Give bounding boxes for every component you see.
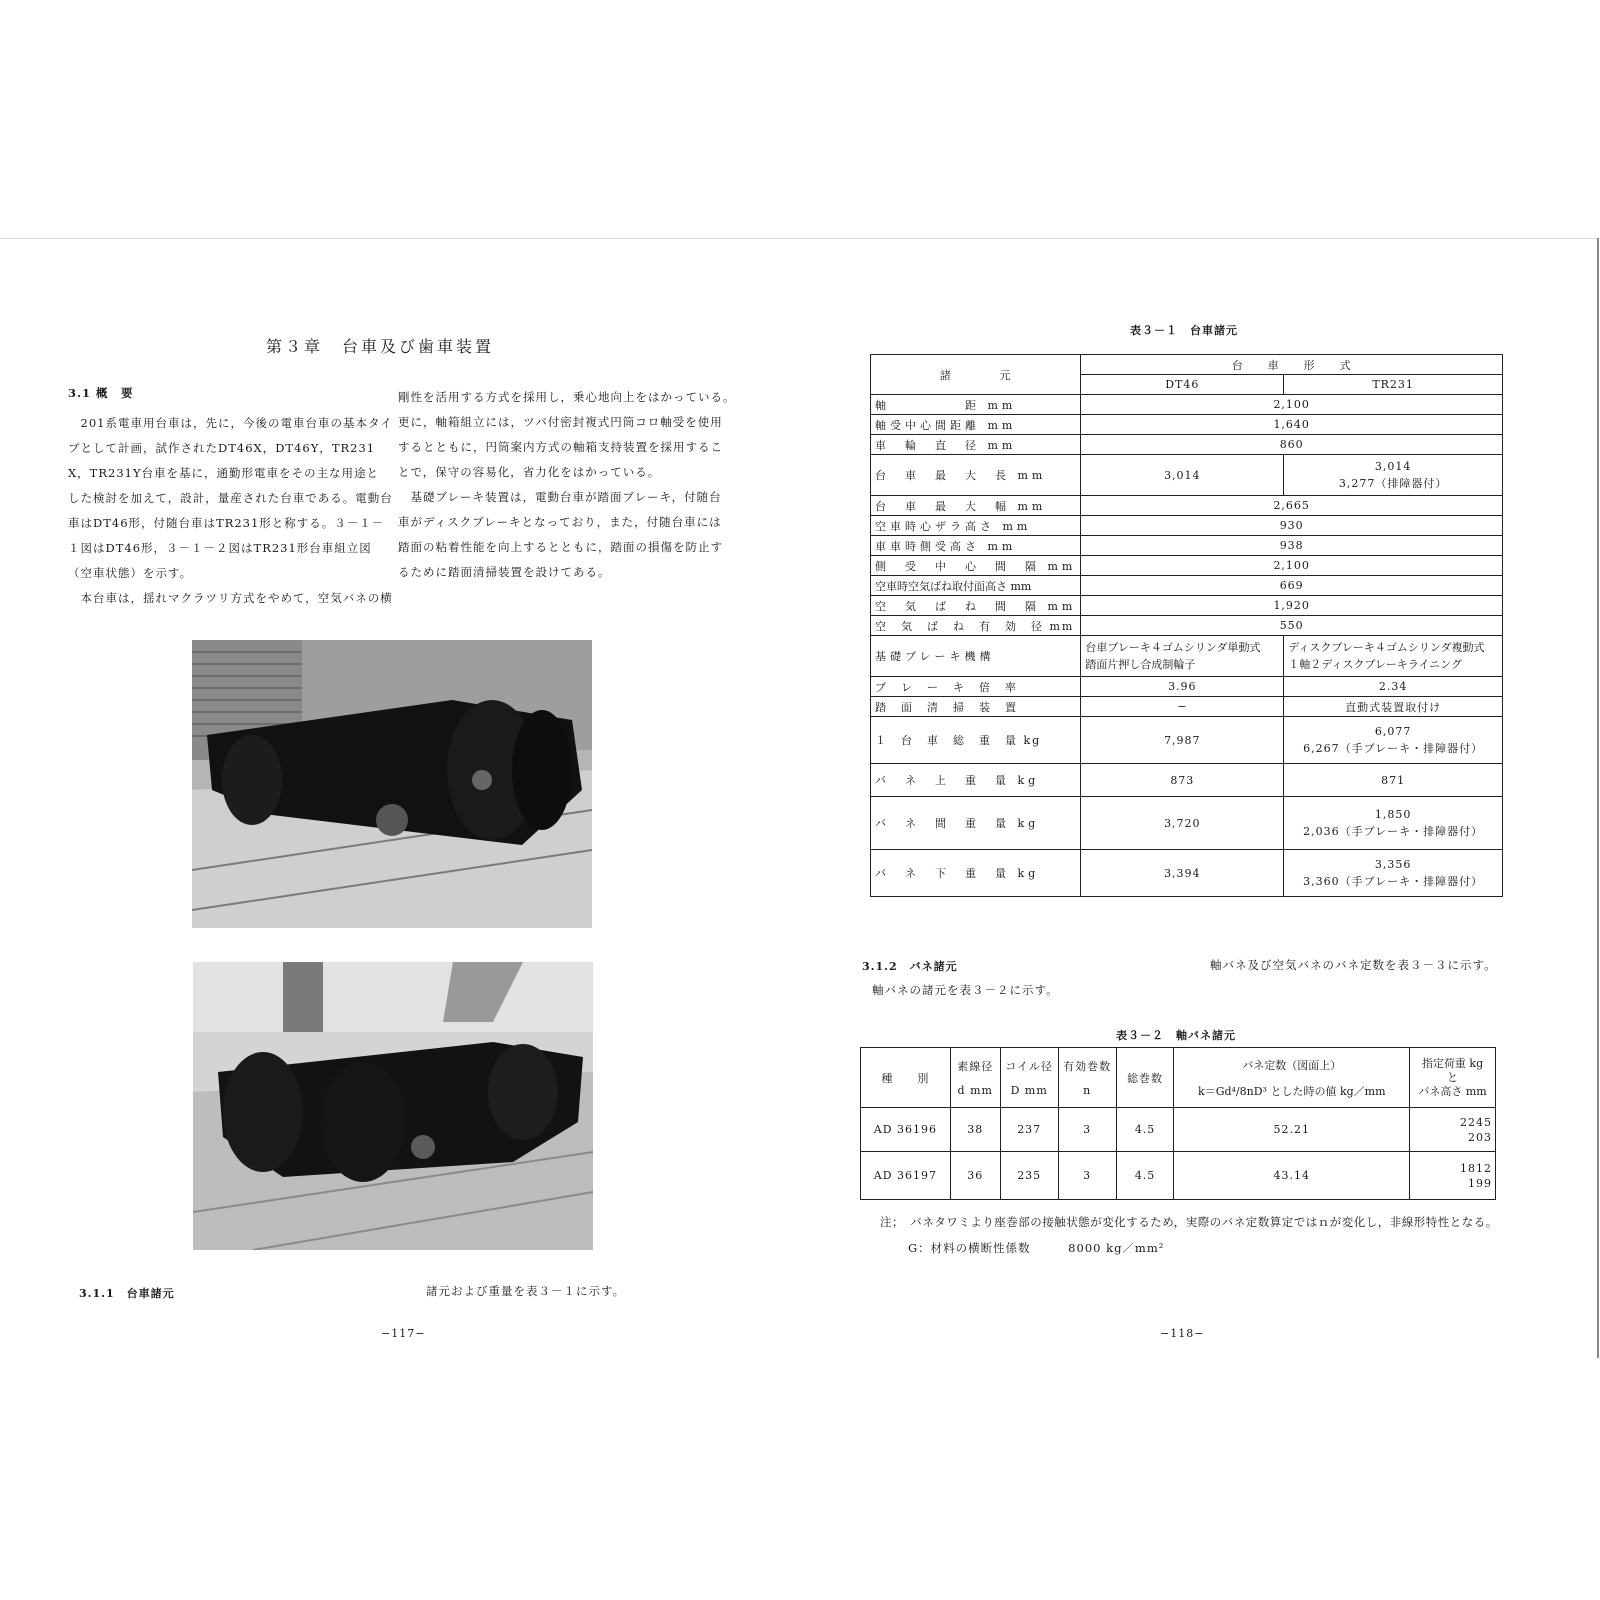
row-label: 軸 距 [875,398,980,412]
row-label: バ ネ 下 重 量 [875,867,1010,880]
row-unit: mm [1049,619,1075,633]
row-unit: mm [1047,559,1077,573]
row-label: 台 車 最 大 幅 [875,499,1010,513]
page-number-left: −117− [381,1327,426,1340]
cell-k: 52.21 [1174,1108,1410,1152]
row-unit: kg [1017,867,1040,880]
row-label: 軸受中心間距離 [875,418,980,432]
col2-line: 剛性を活用する方式を採用し，乗心地向上をはかっている。 [398,390,736,404]
table-row [861,1152,1496,1200]
row-value-tr231-alt: 2,036（手ブレーキ・排障器付） [1303,825,1484,838]
row-unit: mm [1010,579,1032,593]
cell-D: 237 [1000,1108,1058,1152]
header-spring-constant-formula: k＝Gd⁴/8nD³ とした時の値 kg／mm [1198,1084,1386,1098]
row-label: 台 車 最 大 長 [875,469,1010,482]
col1-line: 201系電車用台車は，先に，今後の電車台車の基本タイ [68,416,393,430]
row-value-tr231: 871 [1284,764,1503,797]
row-unit: kg [1023,734,1042,747]
table-row [871,764,1503,797]
row-value-tr231: 2.34 [1284,677,1503,697]
row-value-dt46-2: 踏面片押し合成制輪子 [1085,658,1196,671]
row-value: 860 [1081,435,1503,455]
col2-line: 車がディスクブレーキとなっており，また，付随台車には [398,515,722,529]
row-unit: kg [1017,774,1040,787]
table-row [871,576,1503,596]
col2-line: 更に，軸箱組立には，ツバ付密封複式円筒コロ軸受を使用 [398,415,723,429]
header-dt46: DT46 [1081,375,1284,395]
table-row [871,455,1503,496]
row-value-tr231: 1,850 [1374,808,1412,821]
row-unit: mm [1002,519,1032,533]
cell-d: 38 [950,1108,1000,1152]
column-1 [68,411,393,611]
row-label: 基礎ブレーキ機構 [871,636,1081,677]
table2 [860,1047,1496,1200]
row-value: 1,640 [1081,415,1503,435]
row-unit: mm [987,398,1017,412]
row-value-tr231: ディスクブレーキ４ゴムシリンダ複動式 [1288,641,1485,654]
col1-line: １図はDT46形，３－１－２図はTR231形台車組立図 [68,541,372,555]
col2-line: 基礎ブレーキ装置は，電動台車が踏面ブレーキ，付随台 [398,490,722,504]
table-row [871,536,1503,556]
row-unit: mm [1017,469,1047,482]
row-label: 空車時心ザラ高さ [875,519,995,533]
row-value-tr231: 3,014 [1374,460,1412,473]
table1-caption: 表３－１ 台車諸元 [1130,324,1238,337]
col1-line: （空車状態）を示す。 [68,566,193,580]
col1-line: 車はDT46形，付随台車はTR231形と称する。３－１－ [68,516,385,530]
bogie-photo-dt46-illustration [192,640,592,928]
row-value: 2,665 [1081,496,1503,516]
table-row [871,435,1503,455]
row-value-dt46: 3,014 [1081,455,1284,496]
header-item: 諸 元 [871,355,1081,395]
subsection-text-312-right: 軸バネ及び空気バネのバネ定数を表３－３に示す。 [1210,958,1497,972]
row-value: 669 [1081,576,1503,596]
column-2 [398,385,736,585]
row-label: 車車時側受高さ [875,539,980,553]
row-value: 930 [1081,516,1503,536]
cell-height: 203 [1468,1130,1492,1144]
subsection-text-311: 諸元および重量を表３－１に示す。 [426,1284,626,1298]
header-effective-turns-unit: n [1083,1084,1092,1097]
cell-load: 1812 [1460,1161,1492,1175]
row-label: 側 受 中 心 間 隔 [875,559,1040,573]
table-row [871,717,1503,764]
row-value-dt46: − [1081,697,1284,717]
row-unit: kg [1017,817,1040,830]
row-value-dt46: 3,720 [1081,797,1284,850]
row-value-dt46: 7,987 [1081,717,1284,764]
col2-line: とで，保守の容易化，省力化をはかっている。 [398,465,661,479]
row-label: 踏 面 清 掃 装 置 [871,697,1081,717]
row-value: 1,920 [1081,596,1503,616]
cell-total: 4.5 [1116,1108,1174,1152]
header-load: 指定荷重 kg [1421,1056,1484,1070]
table1 [870,354,1503,897]
table-row [871,636,1503,677]
row-unit: mm [987,438,1017,452]
table-row [871,616,1503,636]
table-row [871,415,1503,435]
row-value: 2,100 [1081,556,1503,576]
chapter-title: 第３章 台車及び歯車装置 [266,337,495,356]
note-line-1: 注； バネタワミより座巻部の接触状態が変化するため，実際のバネ定数算定ではｎが変化し，非線形特性となる。 [880,1215,1498,1229]
table-row [871,395,1503,415]
row-value-dt46: 3,394 [1081,850,1284,897]
header-total-turns: 総巻数 [1116,1048,1174,1108]
col1-line: 本台車は，揺れマクラツリ方式をやめて，空気バネの横 [68,591,393,605]
subsection-heading-312: 3.1.2 バネ諸元 [862,960,958,973]
subsection-heading-311: 3.1.1 台車諸元 [79,1287,175,1300]
row-label: 車 輪 直 径 [875,438,980,452]
note-line-2: G：材料の横断性係数 8000 kg／mm² [908,1241,1165,1255]
header-group: 台 車 形 式 [1081,355,1503,375]
header-height: バネ高さ mm [1418,1084,1487,1098]
table-row [871,496,1503,516]
col2-line: るために踏面清掃装置を設けてある。 [398,565,611,579]
col2-line: するとともに，円筒案内方式の軸箱支持装置を採用するこ [398,440,723,454]
header-tr231: TR231 [1284,375,1503,395]
page-edge [1597,238,1599,1358]
row-value: 550 [1081,616,1503,636]
row-value-tr231-2: １軸２ディスクブレーキライニング [1288,658,1462,671]
cell-type: AD 36196 [861,1108,951,1152]
row-label: バ ネ 間 重 量 [875,817,1010,830]
header-load-and: と [1447,1070,1459,1084]
bogie-photo-tr231 [193,962,593,1250]
row-label: 空 気 ば ね 有 効 径 [875,619,1044,633]
header-wire: 素線径 [957,1060,994,1073]
section-heading: 3.1 概 要 [68,386,134,400]
header-coil-unit: D mm [1010,1084,1048,1097]
table-row [871,516,1503,536]
header-effective-turns: 有効巻数 [1063,1060,1112,1073]
row-value-tr231-alt: 3,360（手ブレーキ・排障器付） [1303,875,1484,888]
table-row [871,596,1503,616]
row-label: 空車時空気ばね取付面高さ [875,579,1007,593]
header-spring-constant: バネ定数（図面上） [1242,1058,1342,1072]
table-row [871,797,1503,850]
row-value-dt46: 台車ブレーキ４ゴムシリンダ単動式 [1085,641,1261,654]
cell-type: AD 36197 [861,1152,951,1200]
table2-caption: 表３－２ 軸バネ諸元 [1116,1029,1236,1042]
cell-n: 3 [1058,1152,1116,1200]
row-value-tr231: 6,077 [1374,725,1412,738]
row-unit: mm [987,418,1017,432]
row-value: 938 [1081,536,1503,556]
row-unit: mm [1017,499,1047,513]
row-value-dt46: 3.96 [1081,677,1284,697]
col1-line: X，TR231Y台車を基に，通勤形電車をその主な用途と [68,466,380,480]
row-label: １ 台 車 総 重 量 [875,734,1018,747]
cell-total: 4.5 [1116,1152,1174,1200]
row-unit: mm [1047,599,1077,613]
table-row [871,697,1503,717]
page-number-right: −118− [1160,1327,1205,1340]
cell-height: 199 [1468,1176,1492,1190]
row-value-tr231: 3,356 [1374,858,1412,871]
cell-D: 235 [1000,1152,1058,1200]
table-row [861,1108,1496,1152]
col1-line: した検討を加えて，設計，量産された台車である。電動台 [68,491,393,505]
table-row [871,850,1503,897]
row-label: バ ネ 上 重 量 [875,774,1010,787]
row-value-dt46: 873 [1081,764,1284,797]
row-label: ブ レ ー キ 倍 率 [871,677,1081,697]
cell-k: 43.14 [1174,1152,1410,1200]
row-value-tr231: 直動式装置取付け [1284,697,1503,717]
cell-d: 36 [950,1152,1000,1200]
header-coil: コイル径 [1005,1060,1054,1073]
header-wire-unit: d mm [957,1084,993,1097]
row-value-tr231-alt: 6,267（手ブレーキ・排障器付） [1303,742,1484,755]
row-value-tr231-alt: 3,277（排障器付） [1338,477,1448,490]
subsection-text-312: 軸バネの諸元を表３－２に示す。 [872,983,1059,997]
bogie-photo-dt46 [192,640,592,928]
table-row [871,677,1503,697]
cell-n: 3 [1058,1108,1116,1152]
table-row [871,556,1503,576]
col1-line: プとして計画，試作されたDT46X，DT46Y，TR231 [68,441,376,455]
row-unit: mm [987,539,1017,553]
col2-line: 踏面の粘着性能を向上するとともに，踏面の損傷を防止す [398,540,723,554]
bogie-photo-tr231-illustration [193,962,593,1250]
cell-load: 2245 [1460,1115,1492,1129]
row-value: 2,100 [1081,395,1503,415]
header-type: 種 別 [861,1048,951,1108]
row-label: 空 気 ば ね 間 隔 [875,599,1040,613]
